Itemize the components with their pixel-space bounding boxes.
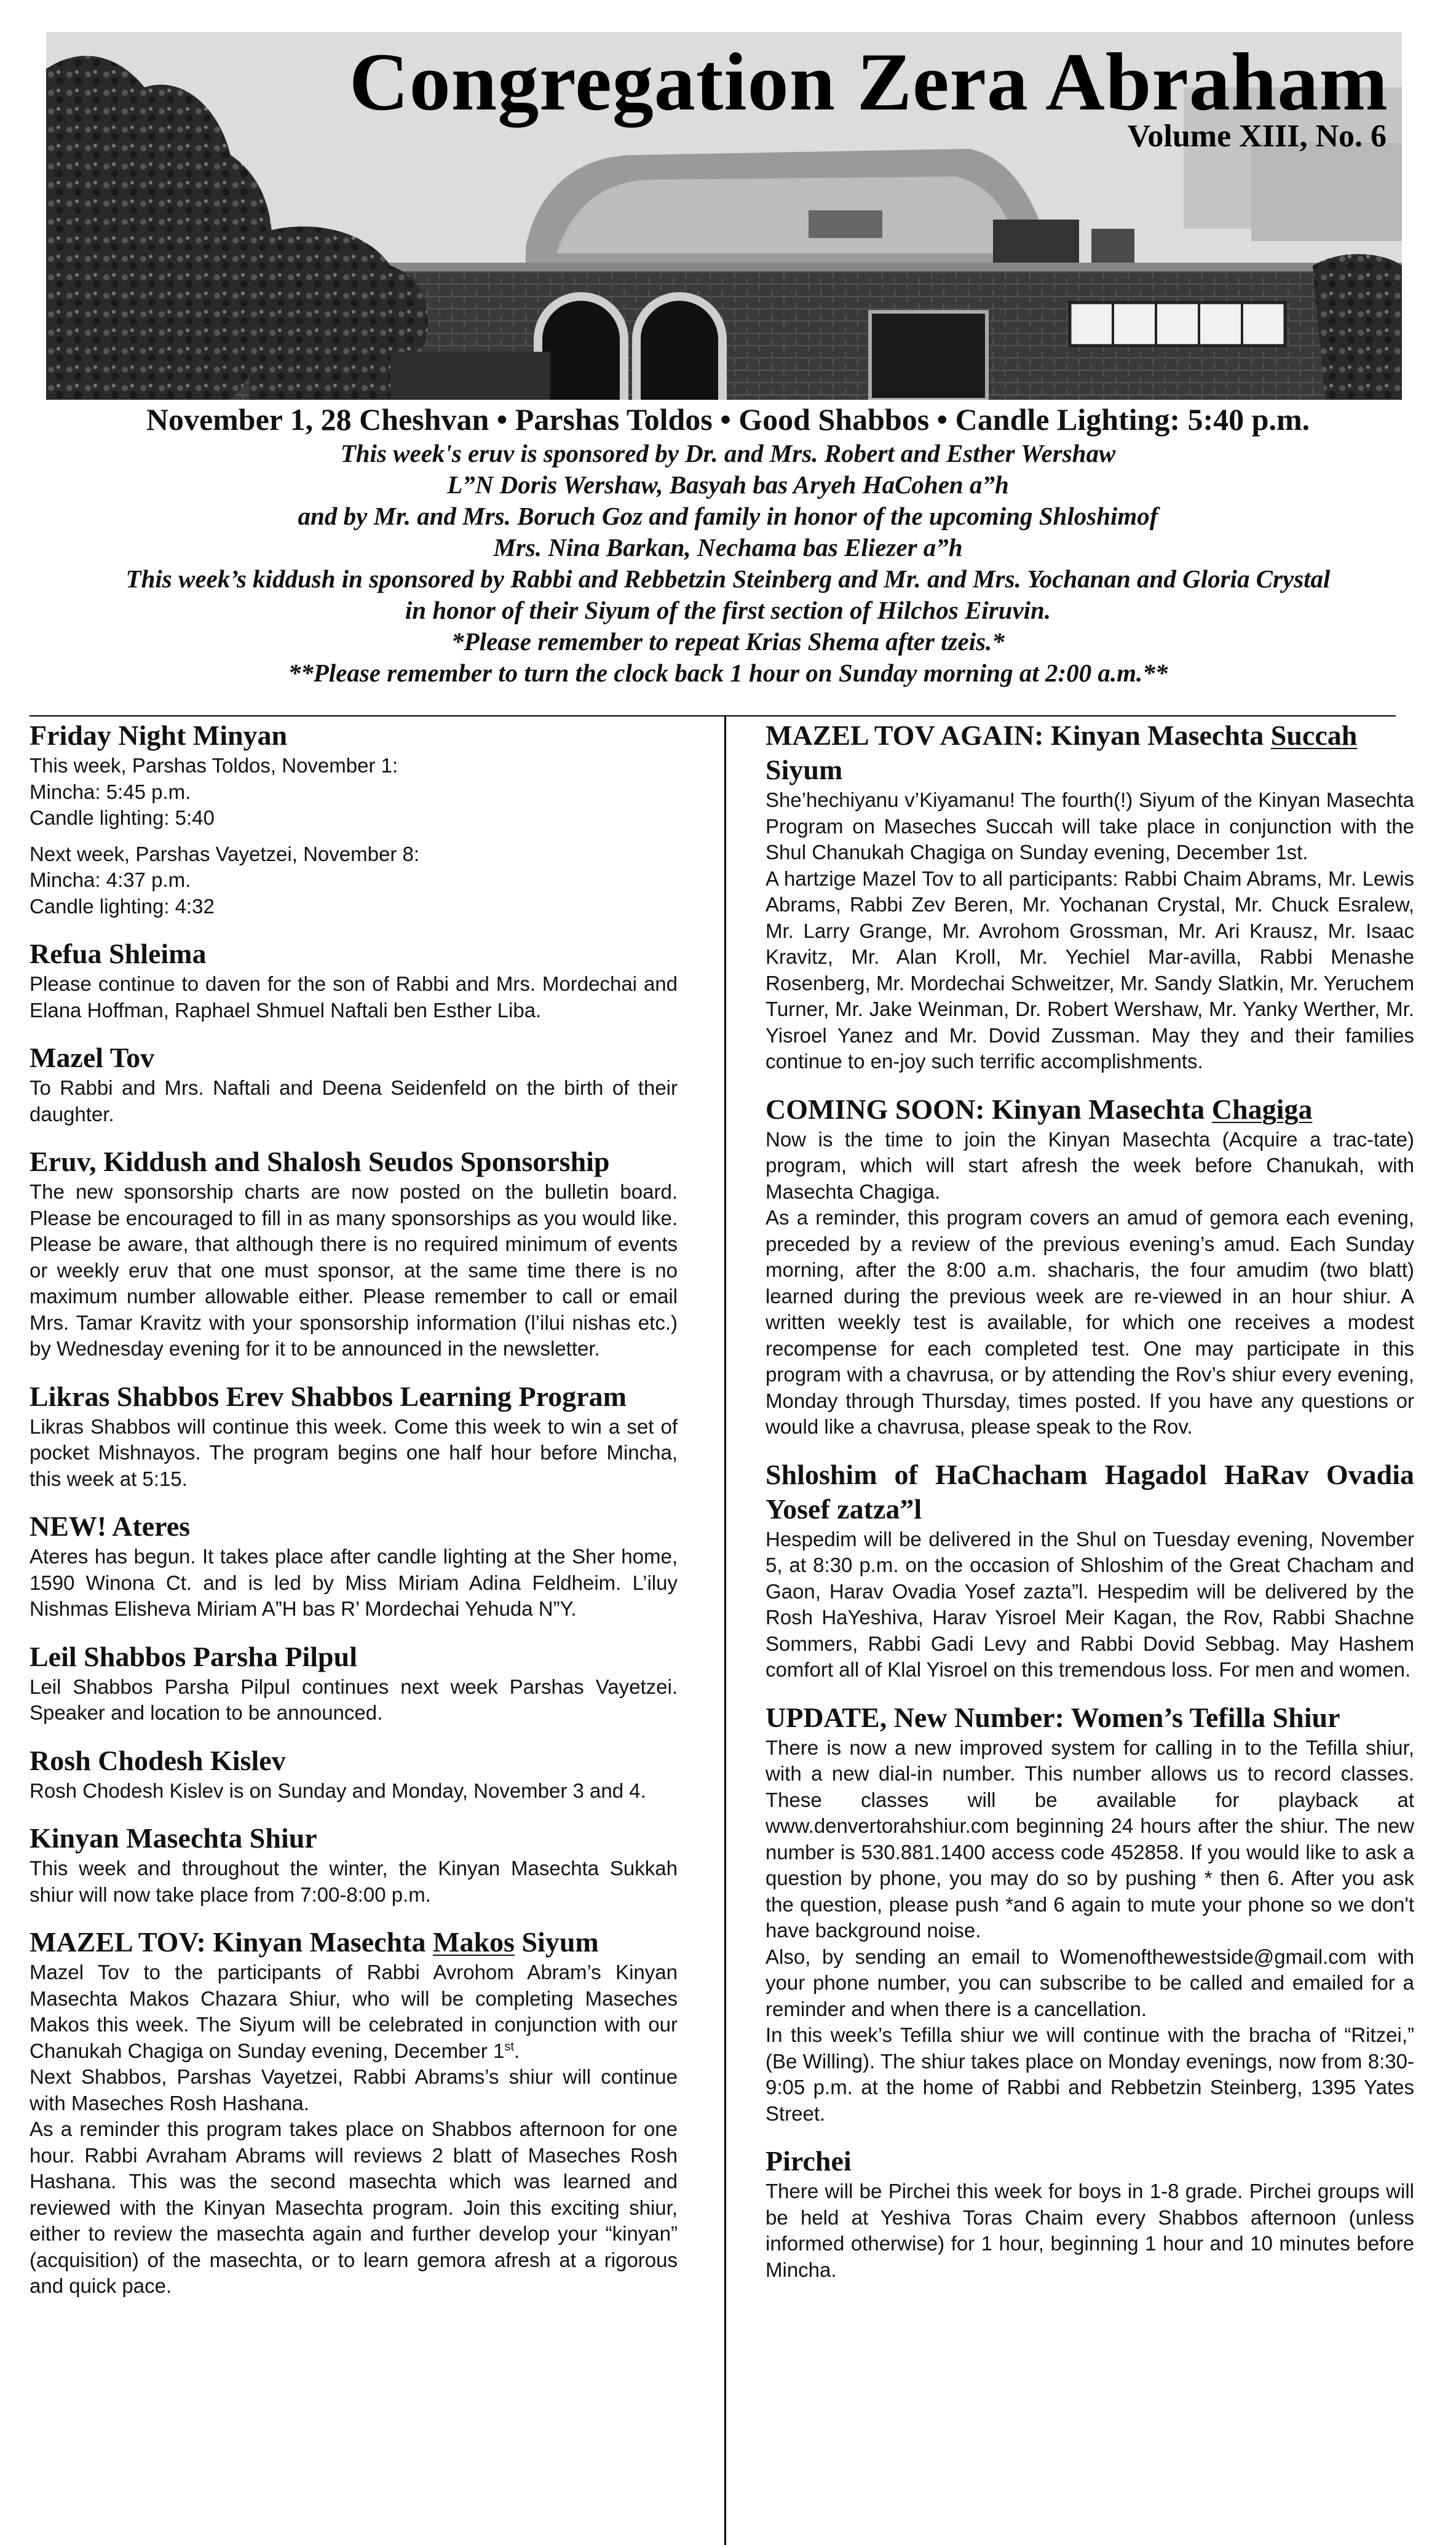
this-week-header: This week, Parshas Toldos, November 1:	[30, 754, 398, 777]
masthead	[46, 32, 1402, 400]
next-week-mincha: Mincha: 4:37 p.m.	[30, 868, 191, 891]
ateres-section	[30, 1509, 678, 1622]
friday-night-minyan-section	[30, 718, 678, 919]
paragraph: Now is the time to join the Kinyan Masechta (Acquire a trac-tate) program, which will start afresh the week before Chanukah, with Masechta Chagiga.	[766, 1127, 1414, 1203]
this-week-mincha: Mincha: 5:45 p.m.	[30, 780, 191, 803]
section-body: Likras Shabbos will continue this week. Come this week to win a set of pocket Mishnayos. The program begins one half hour before Mincha, this week at 5:15.	[30, 1415, 678, 1490]
succah-siyum-section	[766, 718, 1414, 1075]
section-title: Kinyan Masechta Shiur	[30, 1822, 317, 1854]
eruv-sponsor-line: This week's eruv is sponsored by Dr. and Mrs. Robert and Esther Wershaw	[340, 439, 1116, 467]
paragraph: Also, by sending an email to Womenofthewestside@gmail.com with your phone number, you can subscribe to be called and emailed for a reminder and when there is a cancellation.	[766, 1945, 1414, 2020]
sponsorship-section	[30, 1145, 678, 1362]
paragraph: She’hechiyanu v’Kiyamanu! The fourth(!) Siyum of the Kinyan Masechta Program on Maseches Succah will take place in conjunction with the Shul Chanukah Chagiga on Sunday evening, December 1st.	[766, 788, 1414, 864]
section-body: Please continue to daven for the son of Rabbi and Mrs. Mordechai and Elana Hoffman, Raphael Shmuel Naftali ben Esther Liba.	[30, 972, 678, 1022]
clock-reminder: **Please remember to turn the clock back 1 hour on Sunday morning at 2:00 a.m.**	[288, 659, 1168, 687]
shloshim-section	[766, 1458, 1414, 1683]
section-title	[30, 1925, 678, 1959]
paragraph: In this week’s Tefilla shiur we will continue with the bracha of “Ritzei,” (Be Willing). The shiur takes place on Monday evenings, now from 8:30-9:05 p.m. at the home of Rabbi and Rebbetzin Steinberg, 1395 Yates Street.	[766, 2023, 1414, 2125]
section-title: UPDATE, New Number: Women’s Tefilla Shiur	[766, 1701, 1340, 1733]
likras-shabbos-section	[30, 1380, 678, 1493]
chagiga-section	[766, 1092, 1414, 1440]
title-underlined: Succah	[1270, 720, 1358, 751]
section-title: Mazel Tov	[30, 1042, 155, 1073]
section-title: Rosh Chodesh Kislev	[30, 1744, 286, 1776]
eruv-sponsor-line-2: and by Mr. and Mrs. Boruch Goz and family in honor of the upcoming Shloshimof	[298, 502, 1158, 530]
date-line: November 1, 28 Cheshvan • Parshas Toldos • Good Shabbos • Candle Lighting: 5:40 p.m.	[146, 402, 1310, 437]
leil-shabbos-section	[30, 1640, 678, 1726]
section-title: Pirchei	[766, 2145, 852, 2177]
pirchei-section	[766, 2144, 1414, 2283]
rosh-chodesh-section	[30, 1744, 678, 1805]
section-body: This week and throughout the winter, the Kinyan Masechta Sukkah shiur will now take place from 7:00-8:00 p.m.	[30, 1857, 678, 1906]
next-week-header: Next week, Parshas Vayetzei, November 8:	[30, 842, 419, 865]
paragraph: As a reminder, this program covers an amud of gemora each evening, preceded by a review of the previous evening’s amud. Each Sunday morning, after the 8:00 a.m. shacharis, the four amudim (two blatt) learned during the previous week are re-viewed in an hour shiur. A written weekly test is available, for which one receives a modest recompense for each completed test. One may participate in this program with a chavrusa, or by attending the Rov’s shiur every evening, Monday through Thursday, times posted. If you have any questions or would like a chavrusa, please speak to the Rov.	[766, 1206, 1414, 1438]
section-title: Friday Night Minyan	[30, 720, 288, 751]
makos-siyum-section	[30, 1925, 678, 2300]
title-underlined: Makos	[433, 1926, 515, 1958]
refua-shleima-section	[30, 937, 678, 1023]
paragraph: A hartzige Mazel Tov to all participants: Rabbi Chaim Abrams, Mr. Lewis Abrams, Rabbi Zev Beren, Mr. Yochanan Crystal, Mr. Chuck Esralew, Mr. Larry Grange, Mr. Avrohom Grossman, Mr. Ari Krausz, Mr. Isaac Kravitz, Mr. Alan Kroll, Mr. Yechiel Mar-avilla, Rabbi Menashe Rosenberg, Mr. Mordechai Schweitzer, Mr. Sandy Slatkin, Mr. Yeruchem Turner, Mr. Jake Weinman, Dr. Robert Wershaw, Mr. Yanky Werther, Mr. Yisroel Yanez and Mr. Dovid Zussman. May they and their families continue to en-joy such terrific accomplishments.	[766, 867, 1414, 1073]
kinyan-masechta-shiur-section	[30, 1821, 678, 1908]
eruv-memorial-line: L”N Doris Wershaw, Basyah bas Aryeh HaCohen a”h	[447, 470, 1009, 499]
paragraph: Mazel Tov to the participants of Rabbi Avrohom Abram’s Kinyan Masechta Makos Chazara Shiur, who will be completing Maseches Makos this week. The Siyum will be celebrated in conjunction with our Chanukah Chagiga on Sunday evening, December 1st.	[30, 1961, 678, 2062]
column-divider	[724, 717, 726, 2545]
section-title: Eruv, Kiddush and Shalosh Seudos Sponsorship	[30, 1146, 610, 1177]
section-title: NEW! Ateres	[30, 1511, 191, 1542]
right-column	[766, 718, 1414, 2300]
section-title: Likras Shabbos Erev Shabbos Learning Program	[30, 1380, 627, 1412]
section-title: Leil Shabbos Parsha Pilpul	[30, 1640, 357, 1672]
paragraph: Next Shabbos, Parshas Vayetzei, Rabbi Abrams’s shiur will continue with Maseches Rosh Hashana.	[30, 2065, 678, 2114]
mazel-tov-section	[30, 1041, 678, 1127]
section-title: Refua Shleima	[30, 938, 207, 969]
section-body: To Rabbi and Mrs. Naftali and Deena Seidenfeld on the birth of their daughter.	[30, 1076, 678, 1126]
section-body: Leil Shabbos Parsha Pilpul continues next week Parshas Vayetzei. Speaker and location to be announced.	[30, 1675, 678, 1724]
eruv-memorial-line-2: Mrs. Nina Barkan, Nechama bas Eliezer a”h	[493, 533, 963, 562]
krias-shema-reminder: *Please remember to repeat Krias Shema after tzeis.*	[451, 627, 1005, 656]
kiddush-sponsor-line: This week’s kiddush in sponsored by Rabbi and Rebbetzin Steinberg and Mr. and Mrs. Yochanan and Gloria Crystal	[125, 565, 1331, 593]
section-title: Shloshim of HaChacham Hagadol HaRav Ovadia Yosef zatza”l	[766, 1458, 1414, 1525]
section-body: There will be Pirchei this week for boys in 1-8 grade. Pirchei groups will be held at Yeshiva Toras Chaim every Shabbos afternoon (unless informed otherwise) for 1 hour, beginning 1 hour and 10 minutes before Mincha.	[766, 2180, 1414, 2281]
title-prefix: MAZEL TOV AGAIN: Kinyan Masechta	[766, 720, 1271, 751]
section-body: Rosh Chodesh Kislev is on Sunday and Monday, November 3 and 4.	[30, 1779, 646, 1802]
section-title	[766, 718, 1414, 753]
section-body: Hespedim will be delivered in the Shul on Tuesday evening, November 5, at 8:30 p.m. on the occasion of Shloshim of the Great Chacham and Gaon, Harav Ovadia Yosef zazta”l. Hespedim will be delivered by the Rosh HaYeshiva, Harav Yisroel Meir Kagan, the Rov, Rabbi Shachne Sommers, Rabbi Gadi Levy and Rabbi Dovid Sebbag. May Hashem comfort all of Klal Yisroel on this tremendous loss. For men and women.	[766, 1527, 1414, 1681]
next-week-candle-lighting: Candle lighting: 4:32	[30, 894, 215, 918]
this-week-candle-lighting: Candle lighting: 5:40	[30, 806, 215, 829]
header-info	[0, 401, 1456, 689]
top-divider	[30, 715, 1396, 717]
kiddush-honor-line: in honor of their Siyum of the first section of Hilchos Eiruvin.	[405, 596, 1051, 624]
title-underlined: Chagiga	[1211, 1093, 1313, 1125]
paragraph: There is now a new improved system for calling in to the Tefilla shiur, with a new dial-in number. This number allows us to record classes. These classes will be available for playback at www.denvertorahshiur.com beginning 24 hours after the shiur. The new number is 530.881.1400 access code 452858. If you would like to ask a question by phone, you may do so by pushing * then 6. After you ask the question, please push *and 6 again to mute your phone so we don't have background noise.	[766, 1736, 1414, 1942]
left-column	[30, 718, 678, 2317]
newsletter-title: Congregation Zera Abraham	[349, 36, 1388, 127]
section-body: The new sponsorship charts are now posted on the bulletin board. Please be encouraged to fill in as many sponsorships as you would like. Please be aware, that although there is no required minimum of events or weekly eruv that one must sponsor, at the same time there is no maximum number allowable either. Please remember to call or email Mrs. Tamar Kravitz with your sponsorship information (l’ilui nishas etc.) by Wednesday evening for it to be announced in the newsletter.	[30, 1180, 678, 1360]
tefilla-shiur-section	[766, 1701, 1414, 2127]
title-suffix: Siyum	[514, 1926, 599, 1958]
title-prefix: MAZEL TOV: Kinyan Masechta	[30, 1926, 433, 1958]
volume-number: Volume XIII, No. 6	[1127, 119, 1387, 154]
section-title	[766, 1092, 1414, 1127]
section-title-line2: Siyum	[766, 754, 843, 785]
title-prefix: COMING SOON: Kinyan Masechta	[766, 1093, 1212, 1125]
paragraph: As a reminder this program takes place on Shabbos afternoon for one hour. Rabbi Avraham Abrams will reviews 2 blatt of Maseches Rosh Hashana. This was the second masechta which was learned and reviewed with the Kinyan Masechta program. Join this exciting shiur, either to review the masechta again and further develop your “kinyan” (acquisition) of the masechta, or to learn gemora afresh at a rigorous and quick pace.	[30, 2118, 678, 2297]
section-body: Ateres has begun. It takes place after candle lighting at the Sher home, 1590 Winona Ct. and is led by Miss Miriam Adina Feldheim. L’iluy Nishmas Elisheva Miriam A”H bas R’ Mordechai Yehuda N”Y.	[30, 1545, 678, 1620]
